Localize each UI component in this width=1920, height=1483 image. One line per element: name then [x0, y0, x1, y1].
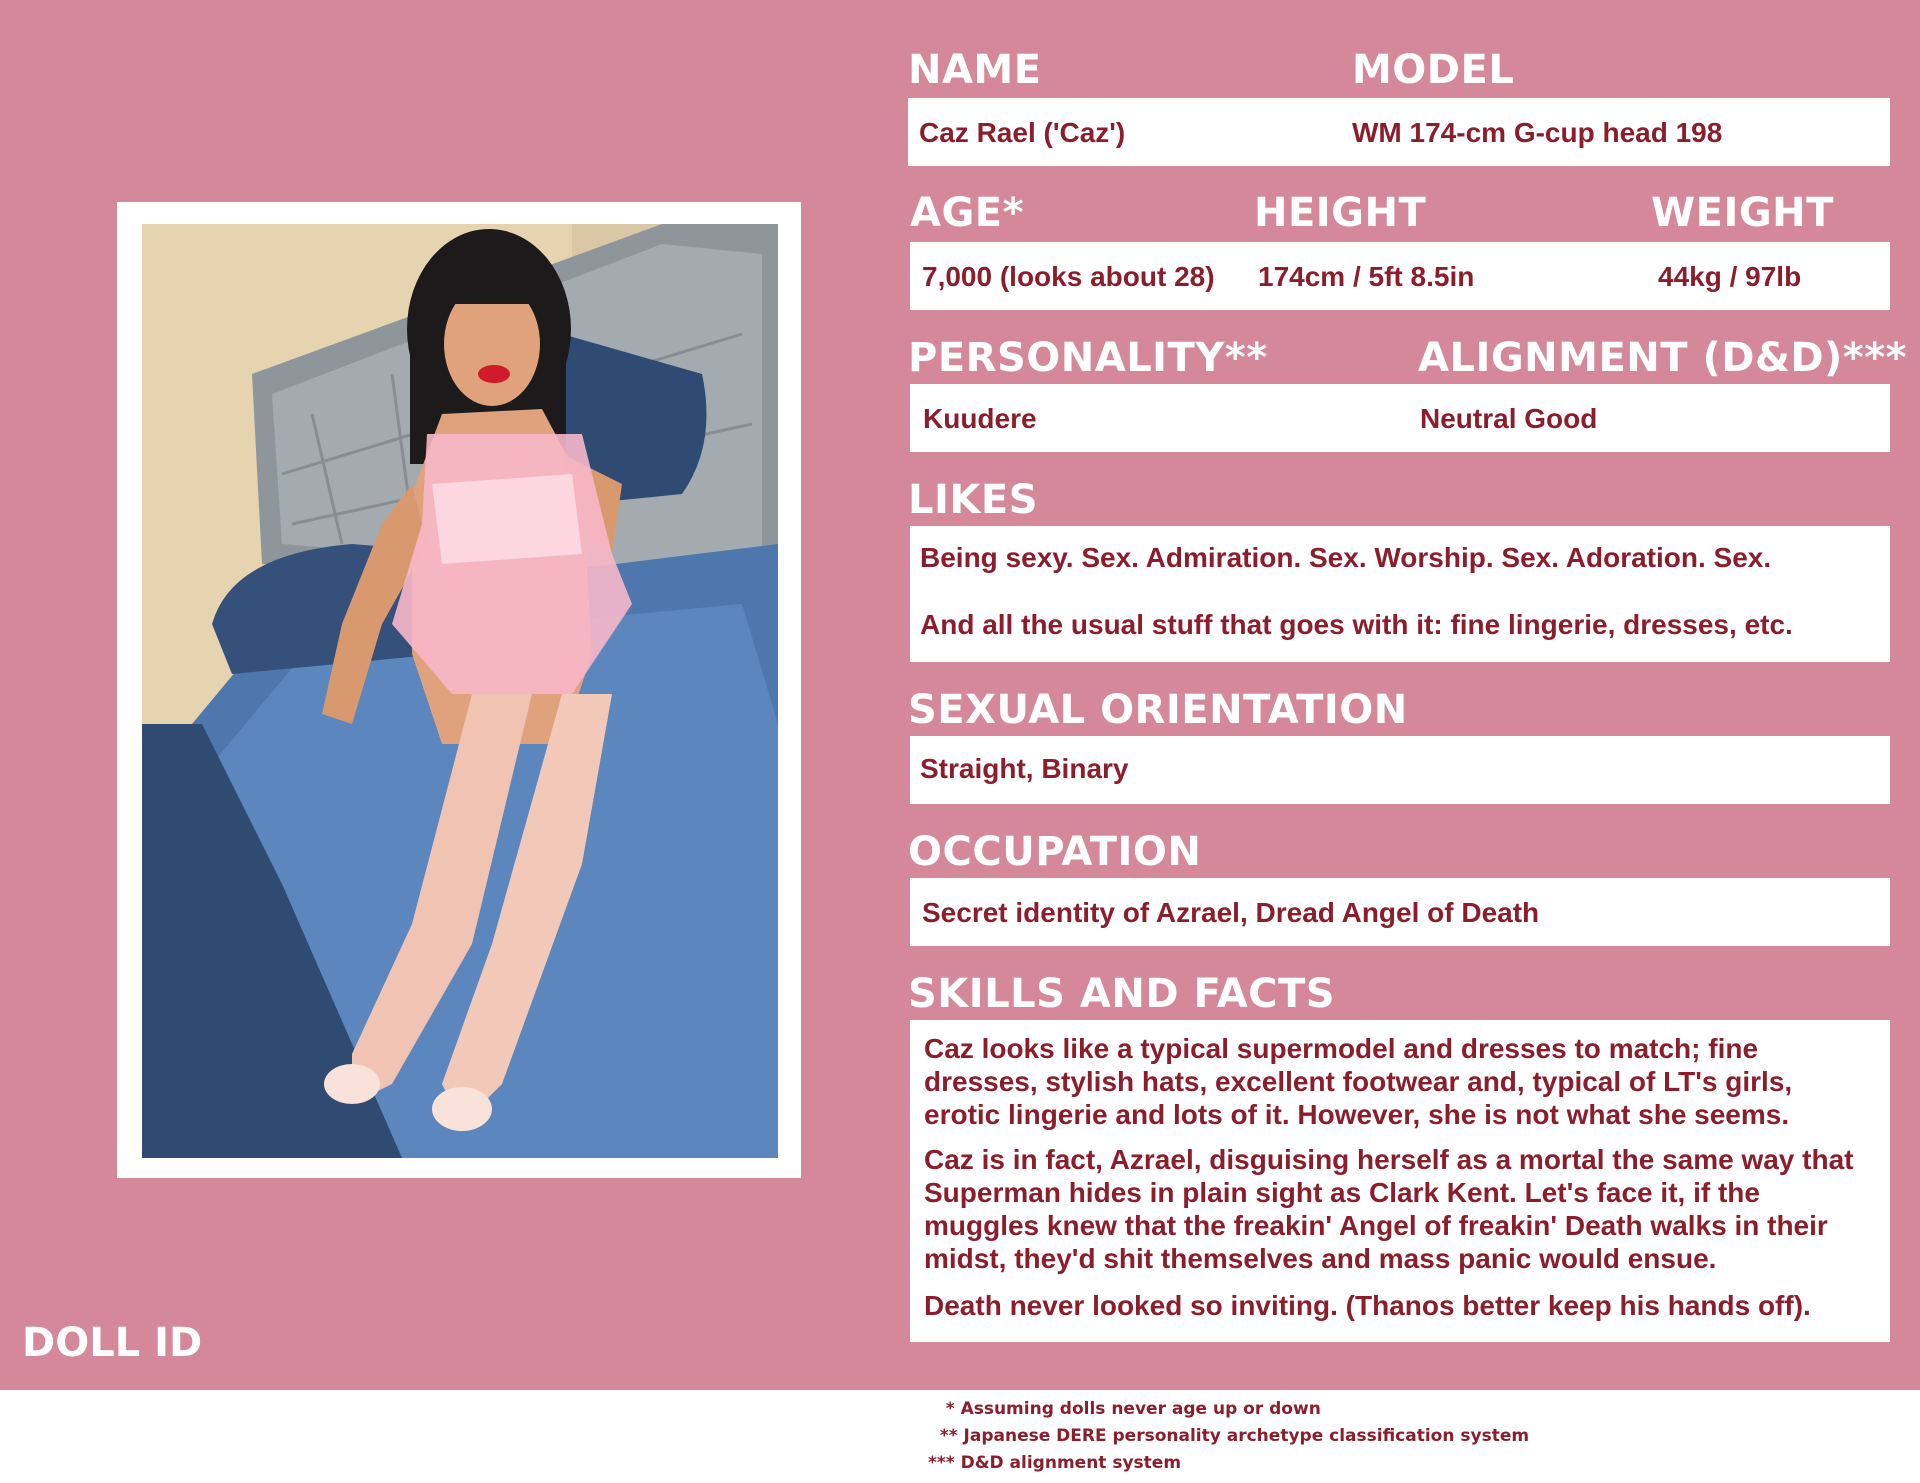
likes-box	[910, 526, 1890, 662]
photo-frame	[117, 202, 801, 1178]
occupation-box	[910, 878, 1890, 946]
footnote-alignment: *** D&D alignment system	[928, 1453, 1182, 1473]
skills-paragraph-1: Caz looks like a typical supermodel and dresses to match; fine dresses, stylish hats, excellent footwear and, typical of LT's girls, erotic lingerie and lots of it. However, she is not what she seems.	[924, 1033, 1793, 1130]
name-label: NAME	[908, 47, 1042, 93]
model-label: MODEL	[1352, 47, 1515, 93]
height-value: 174cm / 5ft 8.5in	[1258, 261, 1475, 292]
age-value: 7,000 (looks about 28)	[922, 261, 1215, 292]
likes-line-2: And all the usual stuff that goes with it: fine lingerie, dresses, etc.	[920, 609, 1793, 640]
orientation-value: Straight, Binary	[920, 753, 1129, 784]
personality-alignment-box	[910, 384, 1890, 452]
weight-label: WEIGHT	[1651, 190, 1834, 236]
model-value: WM 174-cm G-cup head 198	[1352, 117, 1723, 148]
orientation-label: SEXUAL ORIENTATION	[908, 687, 1408, 733]
doll-photo-image	[142, 224, 778, 1158]
skills-label: SKILLS AND FACTS	[908, 971, 1336, 1017]
doll-photo	[142, 224, 778, 1158]
footnote-personality: ** Japanese DERE personality archetype classification system	[928, 1426, 1530, 1446]
skills-paragraph-2: Caz is in fact, Azrael, disguising herself as a mortal the same way that Superman hides in plain sight as Clark Kent. Let's face it, if the muggles knew that the freakin' Angel of freakin' Death walks in their midst, they'd shit themselves and mass panic would ensue.	[924, 1144, 1854, 1274]
likes-label: LIKES	[908, 477, 1038, 523]
personality-value: Kuudere	[923, 403, 1037, 434]
occupation-label: OCCUPATION	[908, 829, 1202, 875]
alignment-value: Neutral Good	[1420, 403, 1598, 434]
orientation-box	[910, 736, 1890, 804]
skills-paragraph-3: Death never looked so inviting. (Thanos better keep his hands off).	[924, 1290, 1811, 1321]
likes-line-1: Being sexy. Sex. Admiration. Sex. Worship. Sex. Adoration. Sex.	[920, 542, 1772, 573]
alignment-label: ALIGNMENT (D&D)***	[1418, 335, 1908, 381]
age-height-weight-box	[910, 242, 1890, 310]
occupation-value: Secret identity of Azrael, Dread Angel of Death	[922, 897, 1540, 928]
personality-label: PERSONALITY**	[908, 335, 1268, 381]
name-model-box	[908, 98, 1890, 166]
skills-box	[910, 1020, 1890, 1342]
footnote-age: * Assuming dolls never age up or down	[928, 1399, 1321, 1419]
doll-id-label: DOLL ID	[22, 1320, 203, 1366]
name-value: Caz Rael ('Caz')	[919, 117, 1126, 148]
height-label: HEIGHT	[1254, 190, 1427, 236]
weight-value: 44kg / 97lb	[1658, 261, 1802, 292]
age-label: AGE*	[910, 190, 1025, 236]
